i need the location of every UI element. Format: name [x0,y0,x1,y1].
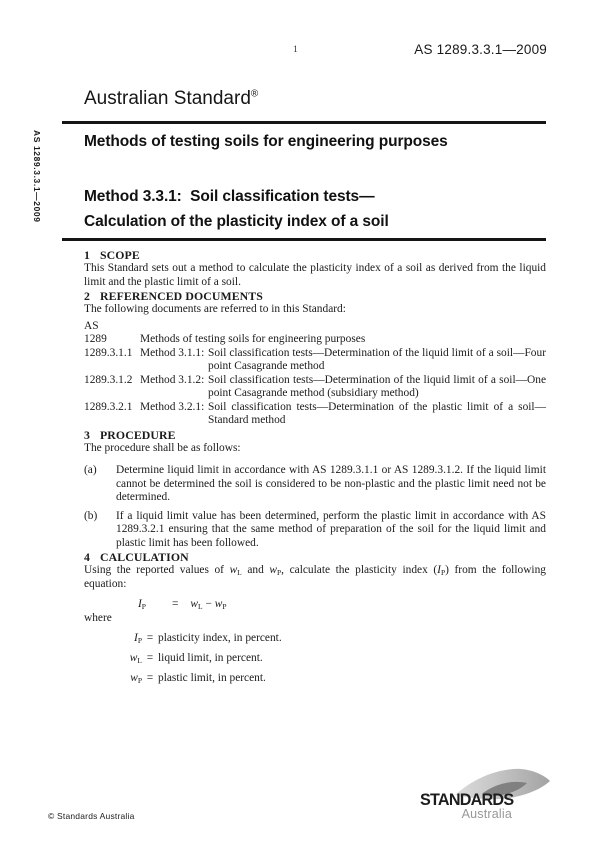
section-heading-scope [84,248,546,262]
reference-code: 1289.3.1.2 [84,373,133,386]
list-item [84,347,546,374]
procedure-item-text: If a liquid limit value has been determined, perform the plastic limit in accordance with AS 1289.3.2.1 ensuring that the same method of preparation of the soil for the liquid limit and plastic limit has been followed. [116,509,546,549]
reference-method: Method 3.2.1: [140,400,205,413]
standard-subject-title: Methods of testing soils for engineering purposes [84,133,448,150]
reference-method: Method 3.1.2: [140,373,205,386]
method-title [84,184,554,234]
reference-description: Methods of testing soils for engineering purposes [140,333,366,345]
reference-code: 1289.3.1.1 [84,346,133,359]
procedure-item-b [84,510,546,551]
brand-name: Australian Standard [84,88,251,109]
section-title: REFERENCED DOCUMENTS [100,289,263,303]
referenced-documents-intro: The following documents are referred to in this Standard: [84,303,346,315]
procedure-item-label: (a) [84,464,97,476]
definition-row [84,652,546,666]
definition-row [84,672,546,686]
method-title-line1: Method 3.3.1: Soil classification tests— [84,188,375,205]
scope-paragraph: This Standard sets out a method to calculate the plasticity index of a soil as derived from the liquid limit and the plastic limit of a soil. [84,262,546,288]
reference-description: Soil classification tests—Determination of the liquid limit of a soil—One point Casagrande method (subsidiary method) [208,373,546,399]
section-number: 2 [84,289,90,303]
reference-code: 1289.3.2.1 [84,400,133,413]
page-number: 1 [293,45,298,55]
equation-rhs: $w_L - w_P$ [190,598,227,611]
logo-wordmark: STANDARDS [420,790,514,809]
equals-sign: = [146,652,154,664]
symbol-definitions [84,632,546,686]
body-column [84,248,546,692]
standards-australia-logo [420,766,550,824]
procedure-item-text: Determine liquid limit in accordance with AS 1289.3.1.1 or AS 1289.3.1.2. If the liquid limit cannot be determined the soil is considered to be non-plastic and the plastic limit need not be determined. [116,464,546,503]
logo-subtext: Australia [461,807,512,821]
reference-code: 1289 [84,333,107,345]
list-item [84,333,546,347]
reference-code: AS [84,319,99,332]
list-item [84,401,546,428]
calculation-intro: Using the reported values of $w_L$ and $w_P$, calculate the plasticity index $(I_P)$ from the following equation: [84,564,546,590]
list-item [84,320,546,334]
standard-number-header: AS 1289.3.3.1—2009 [414,42,547,57]
symbol: $w_L$ [129,652,142,665]
section-heading-referenced-documents [84,289,546,303]
plasticity-index-equation [84,598,546,612]
definition-text: liquid limit, in percent. [158,652,263,664]
procedure-item-label: (b) [84,509,98,522]
where-label: where [84,611,112,624]
section-heading-procedure [84,428,546,442]
masthead-rule-top [62,121,546,124]
list-item [84,374,546,401]
equation-lhs: $I_P$ [138,598,146,611]
symbol: $w_P$ [130,672,142,685]
reference-method: Method 3.1.1: [140,346,205,359]
definition-text: plasticity index, in percent. [158,632,282,644]
spine-standard-number: AS 1289.3.3.1—2009 [32,130,42,223]
section-number: 3 [84,427,90,442]
registered-mark: ® [250,88,259,100]
section-number: 4 [84,550,90,564]
definition-row [84,632,546,646]
equals-sign: = [146,632,154,644]
procedure-item-a [84,464,546,505]
masthead-rule-bottom [62,238,546,241]
procedure-intro: The procedure shall be as follows: [84,441,241,454]
section-heading-calculation [84,550,546,564]
section-title: CALCULATION [100,550,189,564]
section-title: PROCEDURE [100,427,176,442]
copyright-notice: © Standards Australia [48,811,135,821]
section-title: SCOPE [100,248,140,262]
section-number: 1 [84,248,90,262]
equals-sign: = [146,672,154,684]
method-title-line2: Calculation of the plasticity index of a soil [84,213,389,230]
reference-description: Soil classification tests—Determination of the plastic limit of a soil—Standard method [208,400,546,426]
definition-text: plastic limit, in percent. [158,672,266,684]
brand-title [84,88,258,110]
referenced-documents-list [84,320,546,428]
symbol: $I_P$ [134,632,142,645]
equals-sign: = [171,598,179,610]
reference-description: Soil classification tests—Determination of the liquid limit of a soil—Four point Casagrande method [208,346,546,372]
